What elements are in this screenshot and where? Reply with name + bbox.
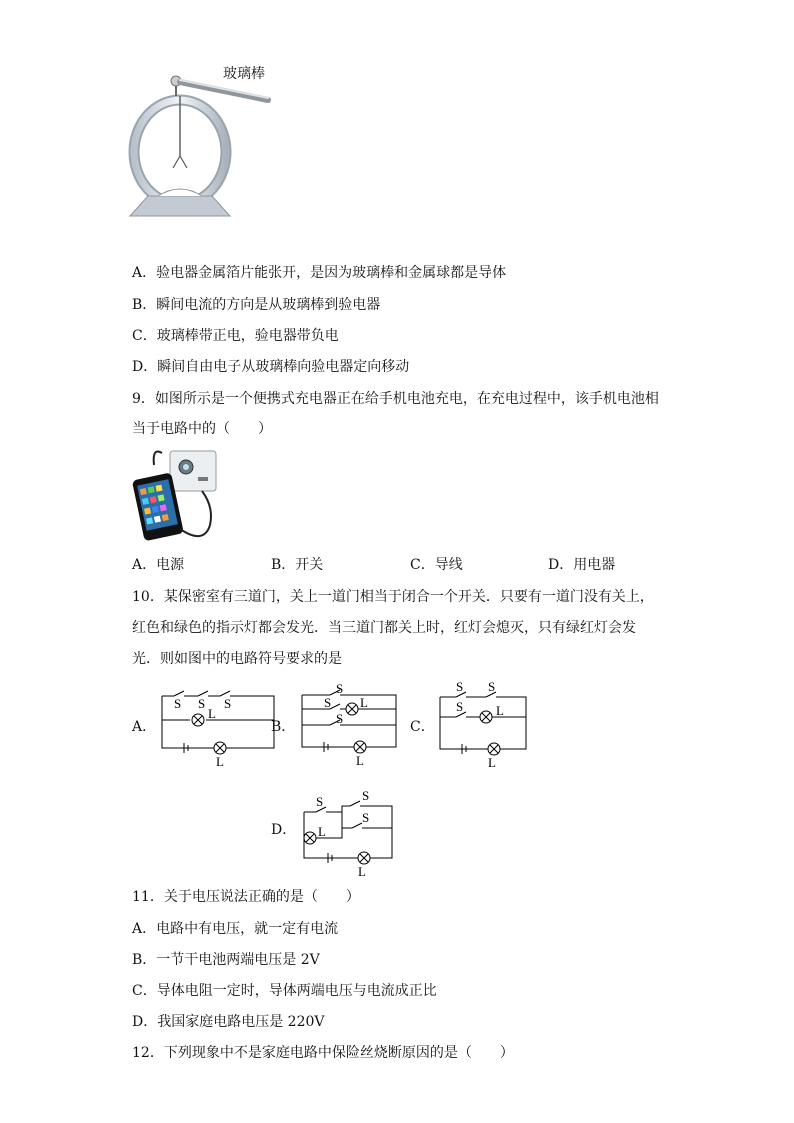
q11-option-a: A．电路中有电压，就一定有电流: [132, 921, 339, 937]
circuit-d-green-lamp-label: L: [358, 864, 366, 879]
q10-label-a: A．: [132, 719, 157, 735]
q8-option-a: A．验电器金属箔片能张开，是因为玻璃棒和金属球都是导体: [132, 265, 507, 281]
circuit-a-green-lamp-label: L: [216, 754, 224, 769]
q9-option-c: C．导线: [410, 557, 463, 573]
circuit-d-s1-label: S: [316, 794, 324, 809]
circuit-a-s2-label: S: [198, 696, 206, 711]
circuit-c-s3-label: S: [456, 699, 464, 714]
q8-option-d: D．瞬间自由电子从玻璃棒向验电器定向移动: [132, 359, 410, 375]
q9-option-a: A．电源: [132, 557, 185, 573]
q11-option-d: D．我国家庭电路电压是 220V: [132, 1014, 325, 1030]
circuit-c-s2-label: S: [488, 679, 496, 694]
q10-stem-line1: 10．某保密室有三道门，关上一道门相当于闭合一个开关．只要有一道门没有关上，: [132, 589, 654, 605]
circuit-c-s1-label: S: [456, 679, 464, 694]
q8-option-c: C．玻璃棒带正电，验电器带负电: [132, 328, 339, 344]
circuit-a-s3-label: S: [224, 696, 232, 711]
circuit-b-s1-label: S: [336, 681, 344, 696]
q10-label-b: B．: [271, 719, 296, 735]
circuit-a-s1-label: S: [174, 696, 182, 711]
circuit-c-green-lamp-label: L: [488, 755, 496, 770]
circuit-c-red-lamp-label: L: [496, 703, 504, 718]
glass-rod-label: 玻璃棒: [223, 66, 265, 82]
circuit-diagram-d: [302, 788, 402, 882]
circuit-diagram-b: [300, 681, 400, 770]
q9-option-d: D．用电器: [548, 557, 616, 573]
q10-stem-line2: 红色和绿色的指示灯都会发光．当三道门都关上时，红灯会熄灭，只有绿红灯会发: [132, 620, 636, 636]
circuit-d-red-lamp-label: L: [318, 824, 326, 839]
q8-option-b: B．瞬间电流的方向是从玻璃棒到验电器: [132, 297, 381, 313]
circuit-b-s3-label: S: [336, 711, 344, 726]
circuit-b-red-lamp-label: L: [360, 695, 368, 710]
q10-label-c: C．: [410, 719, 435, 735]
circuit-b-s2-label: S: [324, 695, 332, 710]
electroscope-drawing: [128, 64, 278, 224]
q9-stem-line2: 当于电路中的（ ）: [132, 421, 272, 437]
circuit-a-red-lamp-label: L: [208, 706, 216, 721]
circuit-diagram-a: [160, 688, 278, 770]
q12-stem: 12．下列现象中不是家庭电路中保险丝烧断原因的是（ ）: [132, 1045, 514, 1061]
q9-option-b: B．开关: [271, 557, 324, 573]
q10-stem-line3: 光．则如图中的电路符号要求的是: [132, 651, 342, 667]
electroscope-figure: [128, 64, 278, 224]
q10-label-d: D．: [271, 822, 297, 838]
charger-phone-drawing: [132, 445, 218, 550]
circuit-diagram-c: [438, 679, 530, 771]
q11-stem: 11．关于电压说法正确的是（ ）: [132, 889, 360, 905]
q9-stem-line1: 9．如图所示是一个便携式充电器正在给手机电池充电，在充电过程中，该手机电池相: [132, 391, 659, 407]
circuit-d-s2-label: S: [362, 788, 370, 803]
circuit-d-s3-label: S: [362, 810, 370, 825]
charger-phone-image: [132, 445, 218, 550]
q11-option-b: B．一节干电池两端电压是 2V: [132, 952, 320, 968]
q11-option-c: C．导体电阻一定时，导体两端电压与电流成正比: [132, 983, 437, 999]
circuit-b-green-lamp-label: L: [356, 753, 364, 768]
